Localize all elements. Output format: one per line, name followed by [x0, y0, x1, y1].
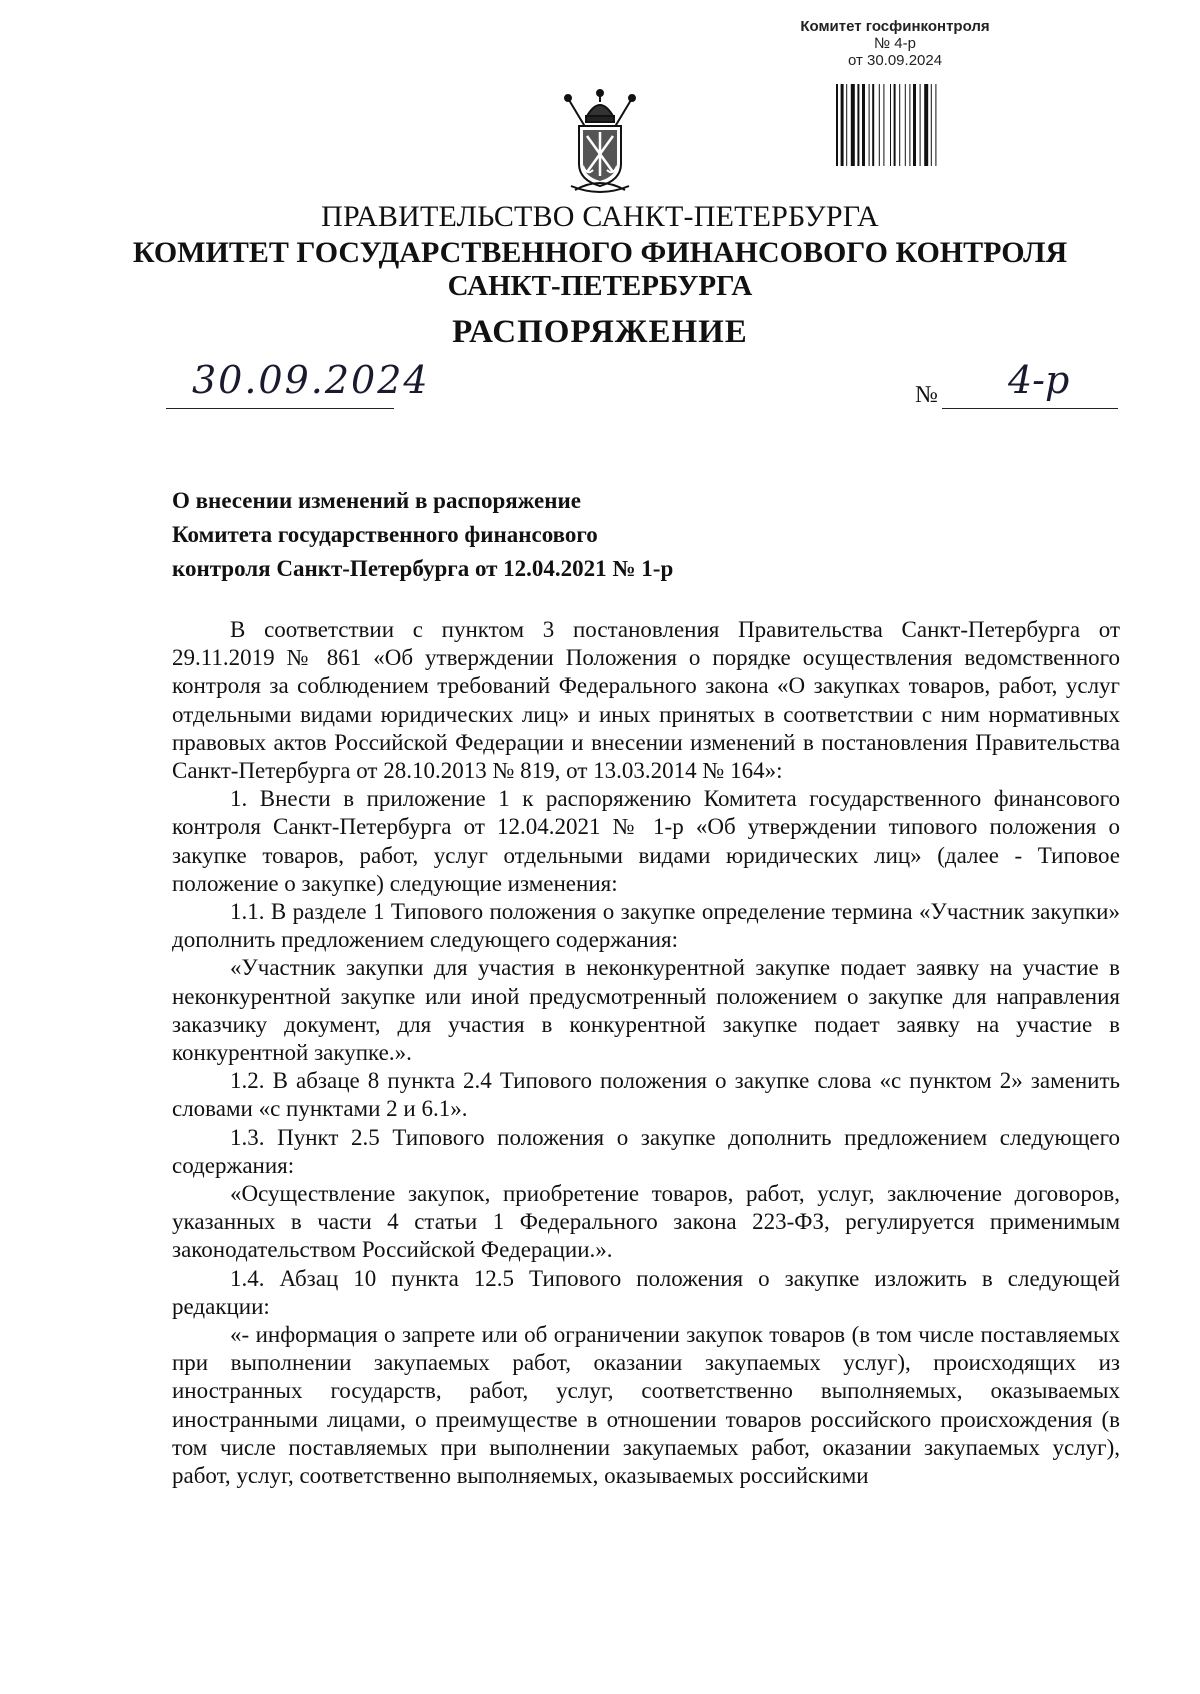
body-paragraph: 1.3. Пункт 2.5 Типового положения о закупке дополнить предложением следующего содержания: — [172, 1124, 1120, 1178]
barcode-bar — [851, 84, 855, 166]
coat-of-arms-emblem — [557, 86, 643, 198]
stamp-number: № 4-р — [874, 35, 916, 52]
body-paragraph: «- информация о запрете или об ограничении закупок товаров (в том числе поставляемых при выполнении закупаемых работ, оказании закупаемых услуг), происходящих из иностранных государств, работ, услуг, соответственно выполняемых, оказываемых иностранными лицами, о преимуществе в отношении товаров российского происхождения (в том числе поставляемых при выполнении закупаемых работ, оказании закупаемых услуг), работ, услуг, соответственно выполняемых, оказываемых российскими — [172, 1322, 1120, 1489]
barcode-bar — [909, 84, 910, 166]
barcode-bar — [899, 84, 900, 166]
city-heading: САНКТ-ПЕТЕРБУРГА — [447, 270, 753, 302]
barcode-bar — [869, 84, 870, 166]
body-paragraph: В соответствии с пунктом 3 постановления Правительства Санкт-Петербурга от 29.11.2019 № 861 «Об утверждении Положения о порядке осуществления ведомственного контроля за соблюдением требований Федерального закона «О закупках товаров, работ, услуг отдельными видами юридических лиц» и иных принятых в соответствии с ним нормативных правовых актов Российской Федерации и внесении изменений в постановления Правительства Санкт-Петербурга от 28.10.2013 № 819, от 13.03.2014 № 164»: — [172, 617, 1120, 784]
barcode-bar — [879, 84, 880, 166]
number-underline — [942, 408, 1118, 409]
handwritten-number: 4-р — [1008, 358, 1070, 402]
stamp-org: Комитет госфинконтроля — [800, 18, 990, 35]
handwritten-date: 30.09.2024 — [192, 358, 430, 402]
barcode-bar — [872, 84, 874, 166]
barcode — [836, 84, 984, 166]
barcode-bar — [857, 84, 859, 166]
government-heading: ПРАВИТЕЛЬСТВО САНКТ-ПЕТЕРБУРГА — [321, 200, 879, 233]
subject-line: Комитета государственного финансового — [172, 522, 598, 547]
body-paragraph: «Осуществление закупок, приобретение товаров, работ, услуг, заключение договоров, указанных в части 4 статьи 1 Федерального закона 223-ФЗ, регулируется применимым законодательством Российской Федерации.». — [172, 1181, 1120, 1263]
barcode-bar — [920, 84, 921, 166]
barcode-bar — [836, 84, 838, 166]
document-type-heading: РАСПОРЯЖЕНИЕ — [452, 314, 748, 350]
body-paragraph: 1. Внести в приложение 1 к распоряжению Комитета государственного финансового контроля Санкт-Петербурга от 12.04.2021 № 1-р «Об утверждении типового положения о закупке товаров, работ, услуг отдельными видами юридических лиц» (далее - Типовое положение о закупке) следующие изменения: — [172, 786, 1120, 896]
barcode-bar — [913, 84, 916, 166]
barcode-bar — [841, 84, 844, 166]
subject-line: О внесении изменений в распоряжение — [172, 488, 581, 513]
date-underline — [166, 408, 394, 409]
committee-heading: КОМИТЕТ ГОСУДАРСТВЕННОГО ФИНАНСОВОГО КОНТРОЛЯ — [132, 236, 1068, 269]
barcode-bar — [931, 84, 932, 166]
document-subject — [172, 484, 673, 586]
body-paragraph: «Участник закупки для участия в неконкурентной закупке подает заявку на участие в неконкурентной закупке или иной предусмотренный положением о закупке для направления заказчику документ, для участия в конкурентной закупке подает заявку на участие в конкурентной закупке.». — [172, 955, 1120, 1066]
barcode-bar — [890, 84, 891, 166]
body-paragraph: 1.4. Абзац 10 пункта 12.5 Типового положения о закупке изложить в следующей редакции: — [172, 1265, 1120, 1319]
number-label: № — [915, 382, 938, 408]
stamp-date: от 30.09.2024 — [847, 52, 943, 69]
barcode-bar — [894, 84, 896, 166]
barcode-bar — [862, 84, 865, 166]
body-paragraph: 1.1. В разделе 1 Типового положения о закупке определение термина «Участник закупки» дополнить предложением следующего содержания: — [172, 899, 1120, 953]
barcode-bar — [924, 84, 928, 166]
subject-line: контроля Санкт-Петербурга от 12.04.2021 № 1-р — [172, 556, 674, 581]
barcode-bar — [846, 84, 847, 166]
barcode-bar — [883, 84, 884, 166]
barcode-bar — [935, 84, 936, 166]
document-body — [172, 616, 1120, 1490]
body-paragraph: 1.2. В абзаце 8 пункта 2.4 Типового положения о закупке слова «с пунктом 2» заменить словами «с пунктами 2 и 6.1». — [172, 1068, 1120, 1122]
registration-stamp — [780, 18, 1010, 69]
barcode-bar — [905, 84, 906, 166]
